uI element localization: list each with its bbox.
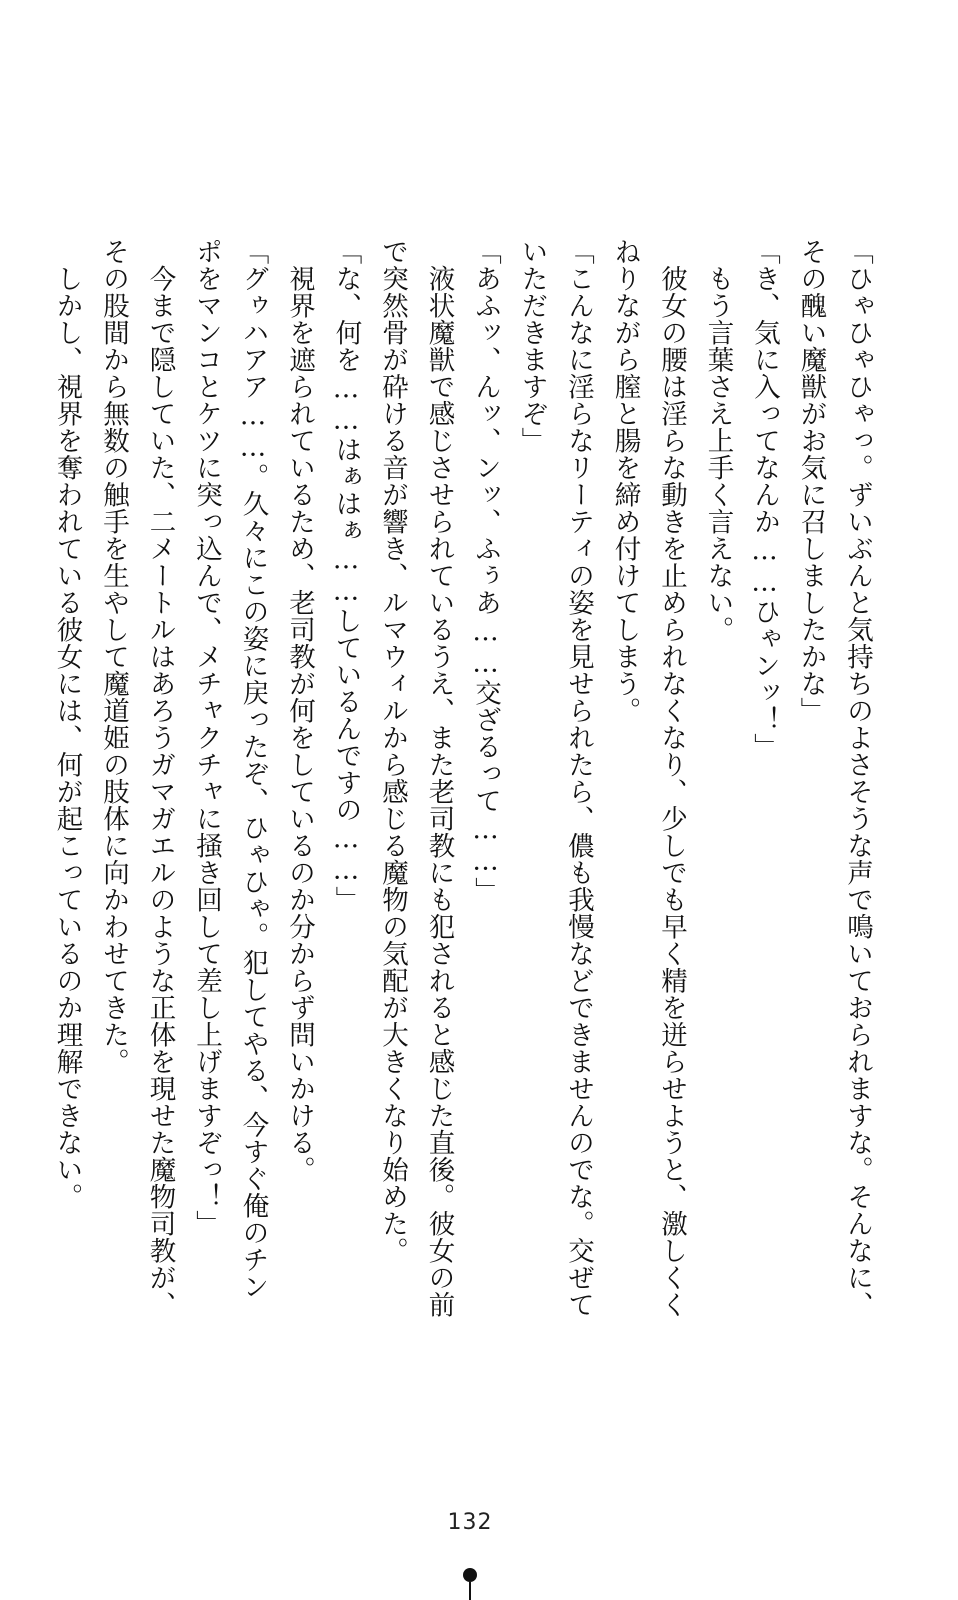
text-line: しかし、視界を奪われている彼女には、何が起こっているのか理解できない。: [51, 238, 83, 1210]
text-line: 彼女の腰は淫らな動きを止められなくなり、少しでも早く精を迸らせようと、激しくく: [656, 238, 687, 1318]
text-line: 「ひゃひゃひゃっ。ずいぶんと気持ちのよさそうな声で鳴いておられますな。そんなに、: [842, 238, 873, 1318]
text-line: ねりながら膣と腸を締め付けてしまう。: [609, 238, 641, 724]
text-line: で突然骨が砕ける音が響き、ルマウィルから感じる魔物の気配が大きくなり始めた。: [377, 238, 408, 1264]
page-number: 132: [447, 1510, 493, 1535]
text-line: 今まで隠していた、二メートルはあろうガマガエルのような正体を現せた魔物司教が、: [144, 238, 176, 1318]
text-line: その醜い魔獣がお気に召しましたかな」: [795, 238, 827, 724]
text-line: いただきますぞ」: [516, 238, 548, 454]
text-line: 液状魔獣で感じさせられているうえ、また老司教にも犯されると感じた直後。彼女の前: [423, 238, 455, 1318]
text-line: その股間から無数の触手を生やして魔道姫の肢体に向かわせてきた。: [98, 238, 129, 1075]
text-line: 視界を遮られているため、老司教が何をしているのか分からず問いかける。: [284, 238, 315, 1183]
page-marker-tick: [469, 1582, 471, 1600]
text-line: 「な、何を……はぁはぁ……しているんですの……」: [330, 238, 362, 913]
text-line: 「グゥハアア……。久々にこの姿に戻ったぞ、ひゃひゃ。犯してやる、今すぐ俺のチン: [237, 238, 269, 1300]
text-line: ポをマンコとケツに突っ込んで、メチャクチャに掻き回して差し上げますぞっ！」: [191, 238, 222, 1237]
text-line: 「き、気に入ってなんか……ひゃンッ！」: [749, 238, 780, 760]
text-line: 「こんなに淫らなリーティの姿を見せられたら、儂も我慢などできませんのでな。交ぜて: [563, 238, 594, 1318]
vertical-text-body: [43, 238, 880, 1368]
text-line: 「あふッ、んッ、ンッ、ふぅあ……交ざるって……」: [470, 238, 501, 904]
page-marker-dot: [463, 1568, 477, 1582]
text-line: もう言葉さえ上手く言えない。: [702, 238, 734, 643]
